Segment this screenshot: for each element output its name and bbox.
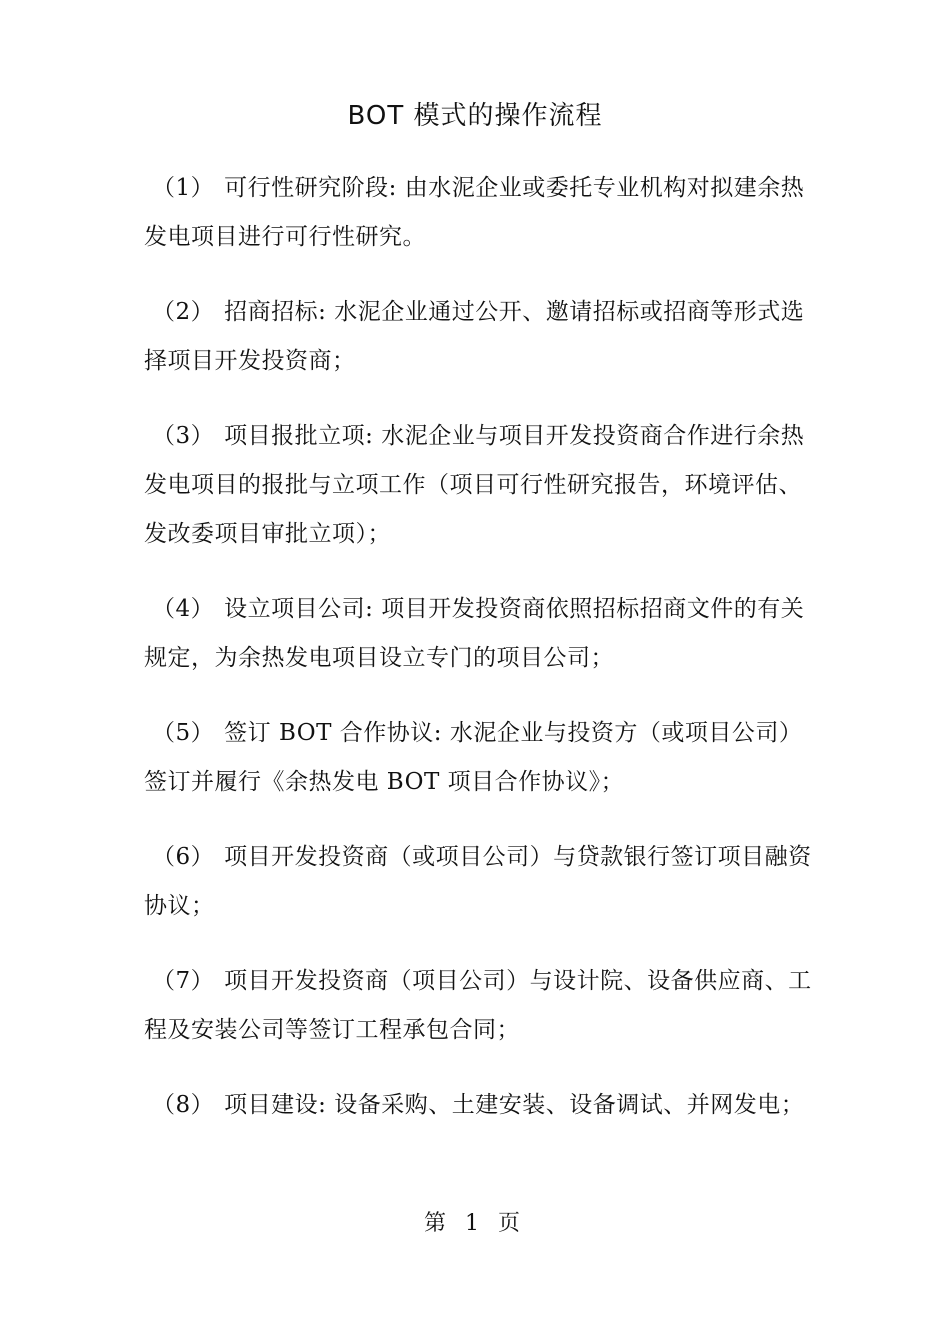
list-item [144,1081,824,1130]
item-number: （2） [152,299,215,325]
item-number: （5） [152,720,215,746]
item-text: 项目开发投资商（或项目公司）与贷款银行签订项目融资协议； [144,844,812,919]
item-text: 设立项目公司: 项目开发投资商依照招标招商文件的有关规定，为余热发电项目设立专门的项目公司； [144,596,805,671]
item-number: （6） [152,844,215,870]
list-item [144,164,824,262]
item-number: （1） [152,175,215,201]
item-number: （4） [152,596,215,622]
document-body [144,164,824,1156]
item-text: 签订 BOT 合作协议: 水泥企业与投资方（或项目公司）签订并履行《余热发电 BOT 项目合作协议》； [144,720,803,795]
list-item [144,957,824,1055]
item-text: 项目开发投资商（项目公司）与设计院、设备供应商、工程及安装公司等签订工程承包合同； [144,968,812,1043]
page-number: 第 1 页 [424,1211,526,1236]
item-text: 招商招标: 水泥企业通过公开、邀请招标或招商等形式选择项目开发投资商； [144,299,805,374]
list-item [144,833,824,931]
list-item [144,288,824,386]
list-item [144,709,824,807]
item-text: 项目建设: 设备采购、土建安装、设备调试、并网发电； [224,1092,805,1118]
list-item [144,412,824,559]
page-title: BOT 模式的操作流程 [347,101,603,131]
list-item [144,585,824,683]
item-number: （3） [152,423,215,449]
item-number: （8） [152,1092,215,1118]
item-number: （7） [152,968,215,994]
item-text: 项目报批立项: 水泥企业与项目开发投资商合作进行余热发电项目的报批与立项工作（项目可行性研究报告，环境评估、发改委项目审批立项）； [144,423,805,547]
item-text: 可行性研究阶段: 由水泥企业或委托专业机构对拟建余热发电项目进行可行性研究。 [144,175,805,250]
